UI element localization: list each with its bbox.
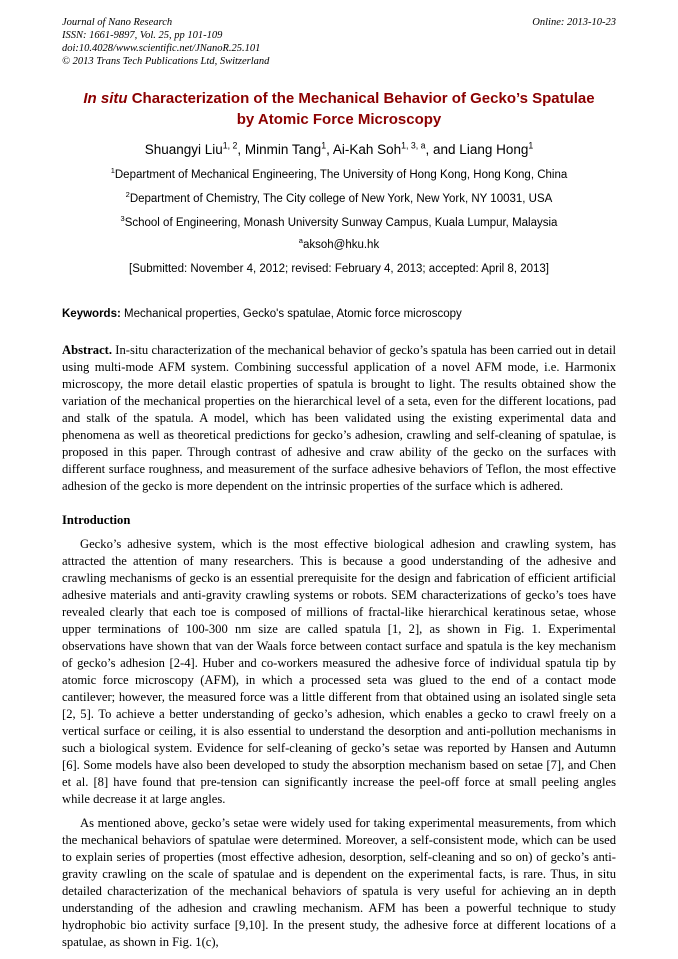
journal-name: Journal of Nano Research <box>62 17 173 28</box>
abstract-label: Abstract. <box>62 343 113 357</box>
keywords-label: Keywords: <box>62 308 121 320</box>
copyright-line: © 2013 Trans Tech Publications Ltd, Switzerland <box>62 56 270 67</box>
author-name: , Minmin Tang$^1$ <box>237 140 327 157</box>
affiliation-text: Department of Mechanical Engineering, The University of Hong Kong, Hong Kong, China <box>114 169 568 181</box>
abstract-paragraph <box>62 342 616 495</box>
author-name: Shuangyi Liu$^{1, 2}$ <box>144 140 238 157</box>
affiliation-3 <box>62 216 616 231</box>
title-italic-part: In situ <box>83 90 128 107</box>
introduction-paragraph-2: As mentioned above, gecko’s setae were widely used for taking experimental measurements, from which the mechanical behaviors of spatulae were determined. Moreover, a self-consistent mode, which can be used to explain series of properties (most effective adhesion, desorption, self-cleaning and so on) of gecko’s anti-gravity crawling on the scale of spatulae and is dependent on the experimental facts, is rare. Thus, in situ detailed characterization of the mechanical behaviors of spatula is very useful for achieving an in depth understanding of the adhesion and crawling mechanism. AFM has been a powerful technique to study hydrophobic bio activity surface [9,10]. In the present study, the adhesive force at different locations of a spatulae, as shown in Fig. 1(c), <box>62 816 616 949</box>
section-heading-introduction: Introduction <box>62 513 131 527</box>
journal-info-block <box>62 16 269 68</box>
affiliation-marker: 1 <box>110 166 115 176</box>
affiliation-marker: 3 <box>120 214 125 224</box>
title-line1-rest: Characterization of the Mechanical Behavior of Gecko’s Spatulae <box>127 90 595 107</box>
author-name: , and Liang Hong$^1$ <box>425 140 534 157</box>
author-list <box>62 141 616 159</box>
paper-title-line2: by Atomic Force Microscopy <box>236 111 442 128</box>
affiliation-text: School of Engineering, Monash University Sunway Campus, Kuala Lumpur, Malaysia <box>124 217 558 229</box>
author-affiliation-marker: 1, 3, a <box>401 140 426 151</box>
author-affiliation-marker: 1, 2 <box>222 140 238 151</box>
affiliation-2 <box>62 192 616 207</box>
introduction-paragraph-1: Gecko’s adhesive system, which is the most effective biological adhesion and crawling system, has attracted the attention of many researchers. This is because a good understanding of the adhesive and crawling mechanisms of gecko is an essential prerequisite for the design and fabrication of efficient artificial adhesive materials and anti-gravity crawling systems or robots. SEM characterizations of gecko’s toes have revealed clearly that each toe is composed of millions of fractal-like hierarchical keratinous setae, whose upper terminations of 100-300 nm size are called spatula [1, 2], as shown in Fig. 1. Experimental observations have shown that van der Waals force between contact surface and spatula is the key mechanism of gecko’s adhesion [2-4]. Huber and co-workers measured the adhesive force of individual spatula tip by atomic force microscopy (AFM), in which a processed seta was glued to the end of a contact mode cantilever; however, the measured force was a little different from that obtained using an isolated single seta [2, 5]. To achieve a better understanding of gecko’s adhesion, which enables a gecko to crawl freely on a vertical surface or ceiling, it is also essential to understand the desorption and anti-pollution mechanisms in such a biological system. Evidence for self-cleaning of gecko’s setae was reported by Hansen and Autumn [6]. Some models have also been developed to study the absorption mechanism based on setae [7], and Chen et al. [8] have found that pre-tension can significantly increase the peel-off force at small peeling angles while decrease it at large angles. <box>62 537 616 806</box>
online-date: Online: 2013-10-23 <box>532 17 616 28</box>
keywords-text: Mechanical properties, Gecko's spatulae, Atomic force microscopy <box>120 308 462 320</box>
corresponding-email <box>62 238 616 253</box>
paper-title-line1 <box>62 88 616 109</box>
doi-line: doi:10.4028/www.scientific.net/JNanoR.25.101 <box>62 43 261 54</box>
keywords-line <box>62 307 616 322</box>
submission-dates: [Submitted: November 4, 2012; revised: February 4, 2013; accepted: April 8, 2013] <box>129 263 549 275</box>
affiliation-marker: 2 <box>125 190 130 200</box>
journal-header <box>62 16 616 68</box>
author-affiliation-marker: 1 <box>321 140 327 151</box>
affiliation-text: Department of Chemistry, The City college of New York, New York, NY 10031, USA <box>129 193 553 205</box>
abstract-text: In-situ characterization of the mechanical behavior of gecko’s spatula has been carried out in detail using multi-mode AFM system. Combining successful application of a novel AFM mode, i.e. Harmonix microscopy, the more detail elastic properties of spatula is brought to light. The results obtained show the variation of the mechanical properties on the hierarchical level of a seta, even for the different locations, pad and stalk of the spatula. A model, which has been validated using the existing experimental data and phenomena as well as theoretical predictions for gecko’s adhesion, crawling and self-cleaning of spatulae, is proposed in this paper. Through contrast of adhesive and craw ability of the gecko on the surfaces with different surface roughness, and measurement of the surface adhesive behaviors of Teflon, the most effective adhesion of the gecko is more dependent on the intrinsic properties of the surface which is adhered. <box>62 343 616 493</box>
email-address: aksoh@hku.hk <box>302 239 380 251</box>
author-name: , Ai-Kah Soh$^{1, 3, a}$ <box>326 140 426 157</box>
author-affiliation-marker: 1 <box>528 140 534 151</box>
affiliation-1 <box>62 168 616 183</box>
email-marker: a <box>298 236 303 246</box>
issn-volume-line: ISSN: 1661-9897, Vol. 25, pp 101-109 <box>62 30 223 41</box>
paper-title <box>62 88 616 130</box>
